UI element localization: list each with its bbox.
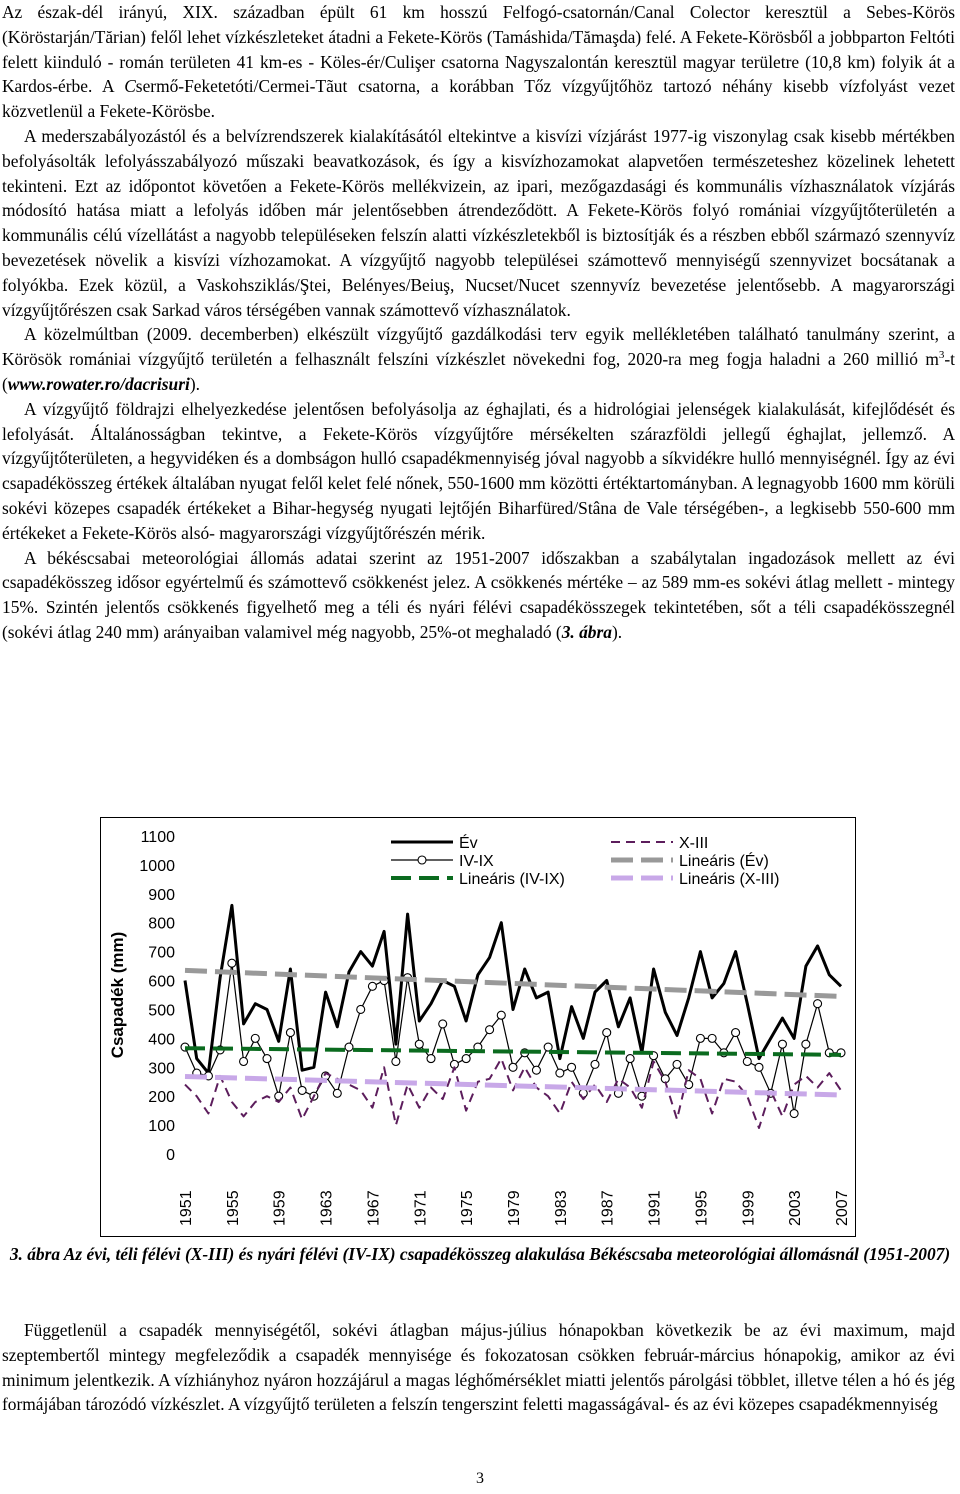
x-tick-label: 1991 xyxy=(646,1190,664,1226)
series-1-marker xyxy=(427,1055,435,1063)
paragraph-bekescsaba-trend: A békéscsabai meteorológiai állomás adatai szerint az 1951-2007 időszakban a szabálytalan ingadozások mellett az évi csapadékösszeg idősor egyértelmű és számottevő csökkenést jelez. A csökkenés mértéke – az 589 mm-es sokévi átlag mellett - mintegy 15%. Szintén jelentős csökkenés figyelhető meg a téli és nyári félévi csapadékösszegek tekintetében, sőt a téli csapadékösszegnél (sokévi átlag 240 mm) arányaiban valamivel még nagyobb, 25%-ot meghaladó (3. ábra). xyxy=(2,547,955,642)
body-text-bottom xyxy=(2,1318,955,1417)
y-tick-label: 300 xyxy=(148,1060,175,1078)
x-tick-label: 1963 xyxy=(318,1190,336,1226)
paragraph-water-use: A mederszabályozástól és a belvízrendszerek kialakításától eltekintve a kisvízi vízjárást 1977-ig viszonylag csak kisebb mértékben befolyásolták lefolyásszabályozó műszaki beavatkozások, és így a kisvízhozamokat alapvetően természeteshez közelinek lehetett tekinteni. Ezt az időpontot követően a Fekete-Körös mellékvizein, az ipari, mezőgazdasági és kommunális vízhasználatok vízjárás módosító hatása miatt a lefolyás időben már jelentősebben átrendeződött. A Fekete-Körös folyó romániai vízgyűjtőterületén a kommunális célú vízellátást a nagyobb településeken felszín alatti vízkészletekből is biztosítják és a részben ebből származó szennyvíz bevezetések növelik a kisvízi vízhozamokat. A vízgyűjtő nagyobb települései számottevő mennyiségű szennyvizet bocsátanak a folyókba. Ezek közül, a Vaskohsziklás/Ştei, Belényes/Beiuş, Nucset/Nucet szennyvíz bevezetése jelentősebb. A magyarországi vízgyűjtőrészen csak Sarkad város térségében vannak számottevő vízhasználatok. xyxy=(2,125,955,320)
paragraph-canals: Az észak-dél irányú, XIX. században épült 61 km hosszú Felfogó-csatornán/Canal Colector keresztül a Sebes-Körös (Köröstarján/Tărian) felől lehet vízkészleteket átadni a Fekete-Körös (Tamáshida/Tămaşda) felé. A Fekete-Körösből a jobbparton Feltóti felett kiinduló - román területen 41 km-es - Köles-ér/Culişer csatorna Nagyszalontán keresztül magyar területre (10,8 km) folyik át a Kardos-érbe. A Csermő-Feketetóti/Cermei-Tãut csatorna, a korábban Tőz vízgyűjtőhöz tartozó néhány kisebb vízfolyást vezet közvetlenül a Fekete-Körösbe. xyxy=(2,2,955,122)
series-5-trend-line xyxy=(185,1077,841,1096)
legend-label: Év xyxy=(459,835,478,852)
series-1-marker xyxy=(509,1063,517,1071)
series-1-marker xyxy=(568,1063,576,1071)
series-1-marker xyxy=(732,1029,740,1037)
y-tick-label: 500 xyxy=(148,1002,175,1020)
y-tick-label: 1000 xyxy=(139,857,175,875)
y-axis-label: Csapadék (mm) xyxy=(108,931,127,1059)
y-tick-label: 600 xyxy=(148,973,175,991)
legend-marker xyxy=(418,856,426,864)
x-tick-label: 1979 xyxy=(506,1190,523,1226)
figure-caption: 3. ábra Az évi, téli félévi (X-III) és nyári félévi (IV-IX) csapadékösszeg alakulása Békéscsaba meteorológiai állomásnál (1951-2007) xyxy=(9,1244,951,1264)
precipitation-chart xyxy=(100,817,856,1237)
series-1-marker xyxy=(357,1005,365,1013)
y-tick-label: 900 xyxy=(148,886,175,904)
y-tick-label: 100 xyxy=(148,1118,175,1136)
x-tick-label: 1967 xyxy=(365,1190,383,1226)
legend-label: IV-IX xyxy=(459,853,494,870)
x-tick-label: 2007 xyxy=(834,1190,851,1226)
x-tick-label: 1955 xyxy=(224,1190,242,1226)
x-tick-label: 1971 xyxy=(412,1190,430,1226)
series-1-marker xyxy=(802,1040,810,1048)
series-1-marker xyxy=(251,1034,259,1042)
series-1-marker xyxy=(462,1055,470,1063)
legend-label: X-III xyxy=(679,835,709,852)
series-1-marker xyxy=(603,1029,611,1037)
y-tick-label: 400 xyxy=(148,1031,175,1049)
series-1-marker xyxy=(415,1040,423,1048)
series-1-marker xyxy=(240,1057,248,1065)
series-1-marker xyxy=(286,1029,294,1037)
series-1-marker xyxy=(333,1089,341,1097)
source-link[interactable]: www.rowater.ro/dacrisuri xyxy=(7,373,190,394)
paragraph-management-plan: A közelmúltban (2009. decemberben) elkészült vízgyűjtő gazdálkodási terv egyik mellékletében található tanulmány szerint, a Körösök romániai vízgyűjtő területén a felhasznált felszíni vízkészlet növekedni fog, 2020-ra meg fogja haladni a 260 millió $m^3-t$ (www.rowater.ro/dacrisuri). xyxy=(2,324,955,394)
page-number: 3 xyxy=(476,1470,484,1487)
series-1-marker xyxy=(368,982,376,990)
y-tick-label: 200 xyxy=(148,1089,175,1107)
figure-reference[interactable]: 3. ábra xyxy=(561,621,612,642)
x-tick-label: 1999 xyxy=(740,1190,758,1226)
series-1-marker xyxy=(439,1020,447,1028)
series-1-marker xyxy=(345,1043,353,1051)
series-1-marker xyxy=(626,1055,634,1063)
y-tick-label: 800 xyxy=(148,915,175,933)
series-1-marker xyxy=(755,1063,763,1071)
series-1-marker xyxy=(532,1066,540,1074)
series-1-marker xyxy=(790,1110,798,1118)
series-1-marker xyxy=(696,1034,704,1042)
series-1-marker xyxy=(497,1011,505,1019)
x-tick-label: 1983 xyxy=(552,1190,570,1226)
y-tick-label: 0 xyxy=(166,1147,175,1164)
series-1-marker xyxy=(591,1060,599,1068)
series-1-marker xyxy=(556,1069,564,1077)
paragraph-climate: A vízgyűjtő földrajzi elhelyezkedése jelentősen befolyásolja az éghajlati, és a hidrológiai jelenségek kialakulását, kifejlődését és lefolyását. Általánosságban tekintve, a Fekete-Körös vízgyűjtőre mérsékelten szárazföldi jellegű éghajlat, jellemző. A vízgyűjtőterületen, a hegyvidéken és a dombságon hulló csapadékmennyiség jóval nagyobb a síkvidékre hulló mennyiségnél. Így az évi csapadékösszeg értékek általában nyugat felől kelet felé nőnek, 550-1600 mm közötti értéktartományban. A legnagyobb 1600 mm körüli sokévi közepes csapadék értékeket a Bihar-hegység nyugati lejtőjén Biharfüred/Stâna de Vale térségében-, a legkisebb 550-600 mm értékeket a Fekete-Körös alsó- magyarországi vízgyűjtőrészén mérik. xyxy=(2,398,955,543)
x-tick-label: 1959 xyxy=(271,1190,289,1226)
series-1-marker xyxy=(392,1057,400,1065)
series-1-marker xyxy=(486,1026,494,1034)
series-1-marker xyxy=(263,1055,271,1063)
series-1-marker xyxy=(228,959,236,967)
precipitation-chart-svg xyxy=(101,818,857,1238)
series-1-marker xyxy=(743,1057,751,1065)
y-tick-label: 700 xyxy=(148,944,175,962)
legend-label: Lineáris (Év) xyxy=(679,853,769,870)
y-tick-label: 1100 xyxy=(140,829,175,846)
series-1-marker xyxy=(708,1034,716,1042)
x-tick-label: 2003 xyxy=(787,1190,805,1226)
series-1-marker xyxy=(778,1040,786,1048)
legend-label: Lineáris (IV-IX) xyxy=(459,871,565,888)
series-1-marker xyxy=(814,1000,822,1008)
series-1-marker xyxy=(298,1086,306,1094)
series-1-marker xyxy=(544,1043,552,1051)
x-tick-label: 1951 xyxy=(178,1190,195,1226)
x-tick-label: 1987 xyxy=(599,1190,617,1226)
x-tick-label: 1975 xyxy=(459,1190,477,1226)
x-tick-label: 1995 xyxy=(693,1190,711,1226)
body-text-top xyxy=(2,0,955,645)
legend-label: Lineáris (X-III) xyxy=(679,871,780,888)
series-1-marker xyxy=(673,1060,681,1068)
paragraph-seasonal: Függetlenül a csapadék mennyiségétől, sokévi átlagban május-július hónapokban következik be az évi maximum, majd szeptembertől mintegy megfeleződik a csapadék mennyisége és fokozatosan csökken február-március hónapokig, amikor az évi minimum jelentkezik. A vízhiányhoz nyáron hozzájárul a magas léghőmérséklet miatti jelentős párolgási többlet, illetve télen a hó és jég formájában tározódó vízkészlet. A vízgyűjtő területen a felszín tengerszint feletti magasságával- és az évi közepes csapadékmennyiség xyxy=(2,1320,955,1415)
